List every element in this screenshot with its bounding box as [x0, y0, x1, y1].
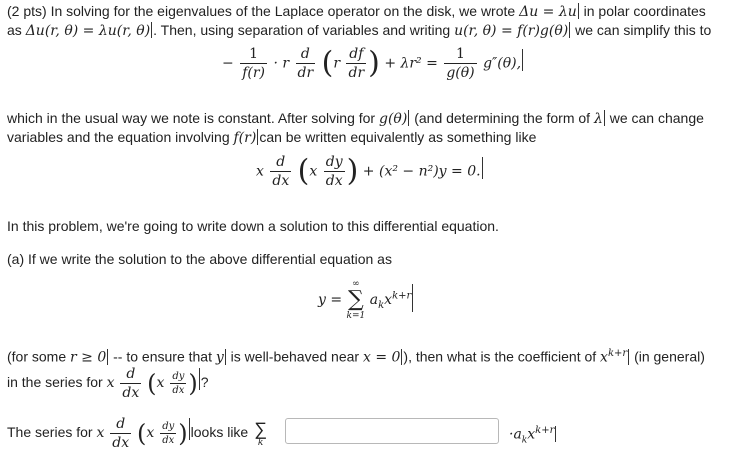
text-cursor	[225, 349, 226, 365]
r-condition: r ≥ 0	[70, 349, 107, 366]
fraction-dy-dx	[160, 421, 176, 446]
laplace-eq-polar: Δu(r, θ) = λu(r, θ)	[25, 23, 151, 39]
fraction-dy-dx	[324, 154, 345, 189]
right-paren: )	[368, 45, 380, 81]
intro-text: (2 pts) In solving for the eigenvalues of the Laplace operator on the disk, we wrote	[7, 3, 516, 19]
intro-line-2	[7, 21, 711, 40]
sigma-icon: ∑	[348, 287, 364, 312]
para2-line-1	[7, 109, 704, 128]
intro-text-then: . Then, using separation of variables and writing	[153, 22, 451, 38]
para2-text: variables and the equation involving	[7, 129, 230, 145]
question-text: in the series for	[7, 374, 103, 391]
left-paren: (	[321, 45, 334, 81]
sum-lower: k=1	[346, 311, 366, 321]
lambda-term: + λr² =	[384, 55, 438, 72]
subscript-k: k	[378, 299, 385, 311]
g-double-prime: g″(θ),	[483, 55, 522, 72]
part-a-text: (a) If we write the solution to the above differential equation as	[7, 251, 392, 267]
y-equals: y =	[318, 292, 343, 308]
fraction-dy-dx	[170, 371, 186, 396]
answer-summation	[254, 420, 267, 448]
coefficient-a: a	[369, 292, 379, 308]
text-cursor	[578, 3, 579, 19]
para2-line-2	[7, 128, 536, 147]
denominator: dx	[162, 435, 175, 446]
fraction-d-dx	[110, 416, 131, 451]
para2-text: which in the usual way we note is constant. After solving for	[7, 110, 376, 126]
right-paren: )	[346, 153, 359, 189]
text-cursor	[482, 157, 483, 179]
var-x: x	[600, 349, 608, 366]
text-cursor	[412, 284, 413, 312]
fraction-d-dx	[270, 154, 291, 189]
denominator: dr	[297, 65, 314, 81]
summation	[347, 279, 366, 321]
fraction-df-dr	[346, 46, 366, 81]
display-equation-bessel	[256, 154, 484, 189]
var-x: x	[106, 375, 115, 392]
denominator: dx	[172, 385, 185, 396]
display-equation-main	[222, 46, 524, 81]
coefficient-a: ·a	[509, 426, 522, 443]
var-y: y	[215, 349, 224, 366]
var-x: x	[96, 425, 105, 442]
numerator: d	[270, 154, 291, 172]
numerator: d	[110, 416, 131, 434]
times-r: · r	[273, 55, 290, 72]
intro-text-as: as	[7, 22, 22, 38]
text-cursor	[199, 368, 200, 390]
question-text: ), then what is the coefficient of	[403, 348, 597, 365]
numerator: 1	[240, 46, 267, 64]
denominator: dx	[122, 385, 140, 401]
numerator: dy	[172, 371, 185, 382]
question-line-1	[7, 345, 705, 367]
fraction-one-over-g	[444, 46, 476, 81]
denominator: dx	[325, 173, 343, 189]
denominator: dx	[112, 435, 130, 451]
sum-upper: ∞	[352, 279, 360, 289]
answer-line	[7, 416, 267, 451]
coefficient-answer-input[interactable]	[285, 418, 499, 444]
exponent: k+r	[607, 348, 628, 359]
answer-label: The series for	[7, 424, 93, 441]
intro-text-simplify: we can simplify this to	[575, 22, 712, 38]
numerator: d	[296, 46, 316, 64]
display-equation-series	[318, 279, 414, 321]
denominator: f(r)	[242, 65, 265, 81]
question-text: (in general)	[634, 348, 705, 365]
answer-suffix	[509, 422, 557, 449]
numerator: 1	[444, 46, 476, 64]
var-x: x	[309, 163, 318, 180]
left-paren: (	[297, 153, 310, 189]
fraction-d-dx	[120, 366, 141, 401]
var-x: x	[527, 426, 536, 443]
text-cursor	[604, 110, 605, 126]
exponent: k+r	[392, 290, 412, 302]
text-cursor	[151, 22, 152, 38]
subscript-k: k	[521, 435, 528, 446]
numerator: d	[120, 366, 141, 384]
bessel-tail: + (x² − n²)y = 0.	[362, 163, 481, 180]
question-line-2	[7, 366, 209, 401]
numerator: dy	[162, 421, 175, 432]
para2-text: can be written equivalently as something like	[259, 129, 537, 145]
lambda: λ	[593, 111, 603, 127]
para2-text: (and determining the form of	[414, 110, 591, 126]
text-cursor	[628, 349, 629, 365]
f-r: f(r)	[233, 130, 257, 146]
minus-sign: −	[222, 55, 234, 72]
question-text: -- to ensure that	[113, 348, 212, 365]
fraction-d-dr	[296, 46, 316, 81]
text-cursor	[107, 349, 108, 365]
question-mark: ?	[200, 374, 209, 391]
var-x: x	[156, 375, 165, 392]
sum-lower: k	[257, 437, 264, 448]
denominator: g(θ)	[446, 65, 475, 81]
intro-text-polar: in polar coordinates	[583, 3, 706, 19]
var-x: x	[146, 425, 155, 442]
separation-eq: u(r, θ) = f(r)g(θ)	[454, 23, 569, 39]
intro-line-1	[7, 2, 706, 21]
left-paren: (	[137, 419, 147, 448]
fraction-one-over-f	[240, 46, 267, 81]
looks-like-text: looks like	[190, 424, 249, 441]
numerator: dy	[325, 154, 343, 170]
text-cursor	[569, 22, 570, 38]
numerator: df	[346, 46, 366, 64]
x-equals-zero: x = 0	[362, 349, 401, 366]
var-x: x	[384, 292, 393, 308]
left-paren: (	[147, 369, 157, 398]
text-cursor	[555, 426, 556, 442]
text-cursor	[189, 418, 190, 440]
laplace-eq-inline: Δu = λu	[519, 4, 577, 20]
para2-text: we can change	[609, 110, 704, 126]
text-cursor	[522, 49, 523, 71]
denominator: dx	[272, 173, 290, 189]
var-r: r	[333, 55, 341, 72]
question-text: is well-behaved near	[230, 348, 360, 365]
text-cursor	[408, 110, 409, 126]
right-paren: )	[188, 369, 198, 398]
exponent: k+r	[535, 425, 555, 436]
problem-intro: In this problem, we're going to write down a solution to this differential equation.	[7, 218, 499, 234]
denominator: dr	[348, 65, 365, 81]
var-x: x	[256, 163, 264, 180]
right-paren: )	[178, 419, 188, 448]
g-theta: g(θ)	[378, 111, 408, 127]
sigma-icon: ∑	[254, 418, 267, 439]
question-text: (for some	[7, 348, 67, 365]
